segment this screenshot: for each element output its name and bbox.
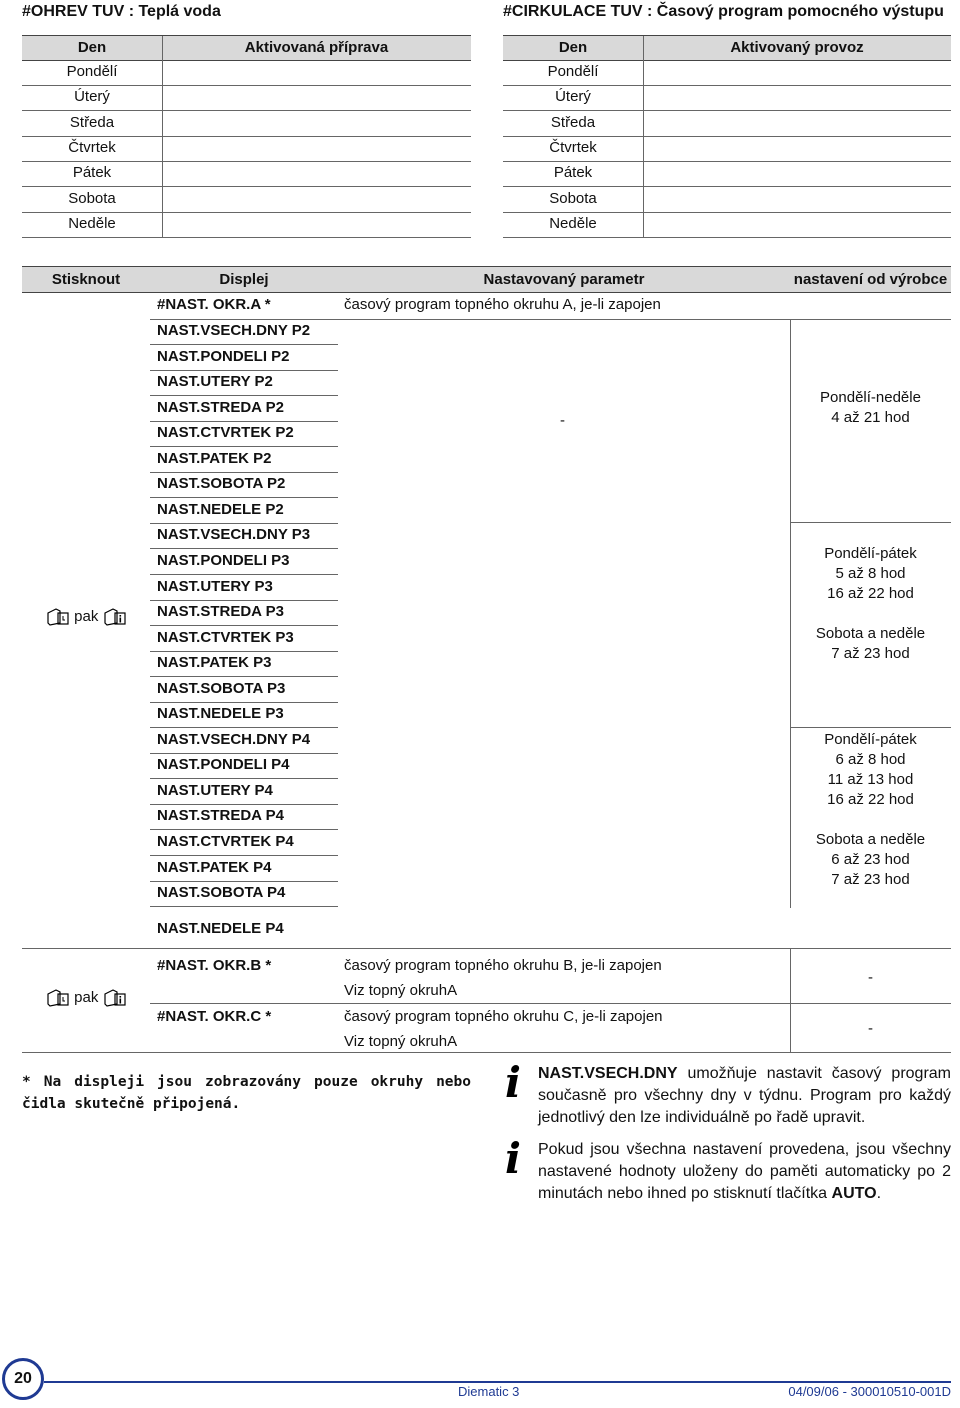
- display-row: NAST.PONDELI P3: [157, 551, 290, 569]
- factory-line: 16 až 22 hod: [827, 791, 914, 808]
- info1-bold: NAST.VSECH.DNY: [538, 1065, 678, 1082]
- okr-b-desc: časový program topného okruhu B, je-li zapojen: [344, 957, 662, 974]
- display-row: NAST.CTVRTEK P4: [157, 833, 294, 850]
- factory-line: 16 až 22 hod: [827, 585, 914, 602]
- ohrev-col-day: Den: [77, 39, 107, 56]
- day-row-label: Sobota: [68, 189, 116, 207]
- factory-line: Sobota a neděle: [815, 625, 926, 642]
- clock-key-icon: [46, 988, 70, 1008]
- day-row-label: Pátek: [553, 164, 593, 182]
- display-row: NAST.VSECH.DNY P4: [157, 730, 311, 748]
- cirkulace-title: #CIRKULACE TUV : Časový program pomocného výstupu: [503, 3, 944, 20]
- press-pak: pak: [74, 988, 99, 1006]
- factory-line: [790, 810, 951, 830]
- col-display: Displej: [219, 271, 269, 288]
- info-text-2: [538, 1139, 951, 1205]
- col-press: Stisknout: [51, 271, 121, 288]
- okr-c-desc: časový program topného okruhu C, je-li zapojen: [344, 1008, 663, 1025]
- factory-line: Pondělí-neděle: [820, 389, 921, 406]
- row-nedele-p4: NAST.NEDELE P4: [157, 920, 284, 937]
- day-row-label: Pátek: [72, 164, 112, 182]
- display-row: NAST.STREDA P2: [157, 398, 284, 416]
- footer-right: 04/09/06 - 300010510-001D: [788, 1384, 951, 1399]
- footnote: * Na displeji jsou zobrazovány pouze okruhy nebo čidla skutečně připojená.: [22, 1074, 471, 1112]
- info2-text: Pokud jsou všechna nastavení provedena, jsou všechny nastavené hodnoty uloženy do paměti automaticky po 2 minutách nebo ihned po stisknutí tlačítka: [538, 1141, 951, 1202]
- cirkulace-col-active: Aktivovaný provoz: [730, 39, 864, 56]
- factory-line: 7 až 23 hod: [831, 645, 910, 662]
- factory-line: 5 až 8 hod: [835, 565, 906, 582]
- day-row-label: Úterý: [74, 88, 110, 106]
- okr-c-factory: -: [868, 1020, 873, 1037]
- day-row-label: Čtvrtek: [549, 138, 597, 156]
- info-key-icon: [103, 988, 127, 1008]
- day-row-label: Středa: [69, 113, 115, 131]
- display-row: NAST.VSECH.DNY P3: [157, 526, 311, 544]
- display-row: NAST.VSECH.DNY P2: [157, 322, 311, 339]
- factory-line: 4 až 21 hod: [831, 409, 910, 426]
- display-row: NAST.STREDA P4: [157, 807, 284, 825]
- ohrev-col-active: Aktivovaná příprava: [244, 39, 389, 56]
- day-row-label: Pondělí: [547, 63, 599, 80]
- display-row: NAST.PATEK P3: [157, 654, 272, 672]
- display-row: NAST.NEDELE P2: [157, 500, 284, 518]
- info-icon: i: [505, 1058, 521, 1107]
- day-row-label: Čtvrtek: [68, 138, 116, 156]
- okr-a-desc: časový program topného okruhu A, je-li zapojen: [344, 296, 661, 313]
- cirkulace-col-day: Den: [558, 39, 588, 56]
- press-keys-main: [46, 607, 127, 627]
- display-row: NAST.PATEK P2: [157, 449, 272, 467]
- display-row: NAST.SOBOTA P4: [157, 884, 286, 902]
- footer-center: Diematic 3: [458, 1384, 520, 1399]
- col-factory: nastavení od výrobce: [793, 271, 948, 288]
- factory-line: Sobota a neděle: [815, 831, 926, 848]
- day-row-label: Neděle: [549, 214, 597, 232]
- day-row-label: Středa: [550, 113, 596, 131]
- display-row: NAST.UTERY P3: [157, 577, 273, 595]
- factory-p4: [790, 730, 951, 890]
- okr-b-label: #NAST. OKR.B *: [157, 957, 272, 974]
- display-row: NAST.CTVRTEK P2: [157, 424, 294, 442]
- info-key-icon: [103, 607, 127, 627]
- display-row: NAST.PATEK P4: [157, 858, 272, 876]
- display-row: NAST.UTERY P2: [157, 373, 273, 391]
- display-row: NAST.SOBOTA P2: [157, 475, 286, 493]
- factory-line: 7 až 23 hod: [831, 871, 910, 888]
- info1-text: umožňuje nastavit časový program současně pro všechny dny v týdnu. Program pro každý jednotlivý den lze individuálně po řadě upravit.: [538, 1065, 951, 1126]
- okr-b-see: Viz topný okruhA: [344, 982, 458, 999]
- param-dash: -: [560, 412, 565, 429]
- press-keys-bottom: [46, 988, 127, 1008]
- factory-p2: [790, 388, 951, 428]
- okr-c-label: #NAST. OKR.C *: [157, 1008, 272, 1025]
- footer-rule: [44, 1381, 951, 1383]
- okr-b-factory: -: [868, 969, 873, 986]
- display-row: NAST.UTERY P4: [157, 781, 273, 799]
- display-row: NAST.SOBOTA P3: [157, 679, 286, 697]
- okr-a-label: #NAST. OKR.A *: [157, 296, 271, 313]
- info2-end: .: [876, 1185, 882, 1202]
- info-icon: i: [505, 1134, 521, 1183]
- day-row-label: Úterý: [555, 88, 591, 106]
- factory-p3: [790, 544, 951, 664]
- display-row: NAST.PONDELI P2: [157, 347, 290, 365]
- okr-c-see: Viz topný okruhA: [344, 1033, 458, 1050]
- display-row: NAST.NEDELE P3: [157, 705, 284, 723]
- col-param: Nastavovaný parametr: [483, 271, 645, 288]
- day-row-label: Sobota: [549, 189, 597, 207]
- factory-line: 6 až 8 hod: [835, 751, 906, 768]
- day-row-label: Pondělí: [66, 63, 118, 80]
- factory-line: Pondělí-pátek: [824, 731, 917, 748]
- display-row: NAST.CTVRTEK P3: [157, 628, 294, 646]
- factory-line: Pondělí-pátek: [824, 545, 917, 562]
- info-text-1: [538, 1063, 951, 1129]
- ohrev-title: #OHREV TUV : Teplá voda: [22, 3, 221, 20]
- info2-bold: AUTO: [831, 1185, 877, 1202]
- factory-line: 11 až 13 hod: [827, 771, 914, 788]
- page-number: 20: [14, 1370, 32, 1387]
- day-row-label: Neděle: [68, 214, 116, 232]
- clock-key-icon: [46, 607, 70, 627]
- factory-line: [790, 604, 951, 624]
- factory-line: 6 až 23 hod: [831, 851, 910, 868]
- press-pak: pak: [74, 607, 99, 625]
- display-row: NAST.PONDELI P4: [157, 756, 290, 774]
- display-row: NAST.STREDA P3: [157, 603, 284, 621]
